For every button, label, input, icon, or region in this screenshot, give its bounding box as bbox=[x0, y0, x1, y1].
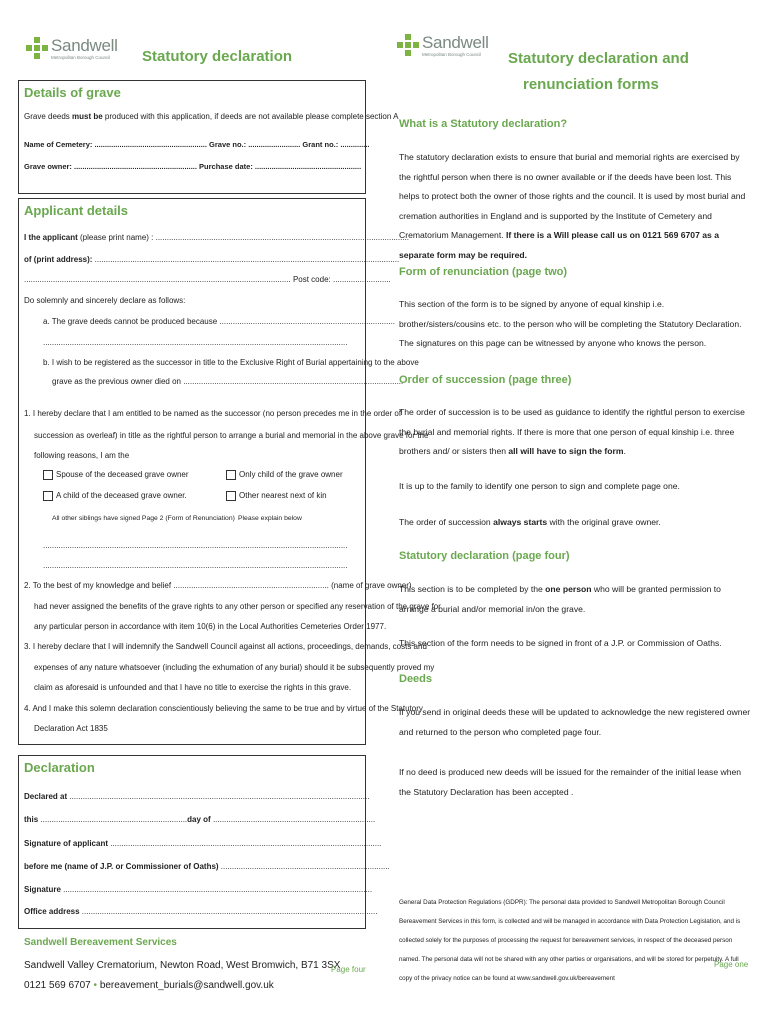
applicant-name-line[interactable]: I the applicant (please print name) : .................................................................................................................. bbox=[24, 233, 409, 242]
sandwell-logo-right bbox=[397, 34, 489, 58]
sandwell-mark-icon bbox=[26, 37, 48, 61]
always-starts-text: The order of succession always starts with the original grave owner. bbox=[399, 517, 661, 527]
clause-2-line3: any particular person in accordance with item 10(6) in the Local Authorities Cemeteries Order 1977. bbox=[34, 622, 387, 631]
checkbox-icon[interactable] bbox=[43, 491, 53, 501]
logo-sub: Metropolitan Borough Council bbox=[51, 55, 111, 60]
clause-1-line1: 1. I hereby declare that I am entitled to be named as the successor (no person precedes me in the order of bbox=[24, 409, 402, 418]
checkbox-child[interactable]: A child of the deceased grave owner. bbox=[43, 491, 187, 501]
clause-3-line2: expenses of any nature whatsoever (including the exhumation of any burial) should it be subsequently proved my bbox=[34, 663, 435, 672]
signature-line[interactable]: Signature ........................................................................................................................................... bbox=[24, 885, 373, 894]
commissioner-line[interactable]: before me (name of J.P. or Commissioner of Oaths) ............................................................................ bbox=[24, 862, 390, 871]
applicant-signature-line[interactable]: Signature of applicant .......................................................................................................................... bbox=[24, 839, 382, 848]
declare-text: Do solemnly and sincerely declare as follows: bbox=[24, 296, 186, 305]
checkbox-icon[interactable] bbox=[226, 491, 236, 501]
declared-at-line[interactable]: Declared at ....................................................................................................................................... bbox=[24, 792, 370, 801]
checkbox-icon[interactable] bbox=[226, 470, 236, 480]
reason-b-line: b. I wish to be registered as the successor in title to the Exclusive Right of Burial appertaining to the above bbox=[43, 358, 419, 367]
clause-2-line1[interactable]: 2. To the best of my knowledge and belief ...................................................................... (name of grave owner) bbox=[24, 581, 412, 590]
checkbox-other-kin[interactable]: Other nearest next of kin bbox=[226, 491, 327, 501]
details-of-grave-section bbox=[18, 80, 399, 194]
what-is-text: The statutory declaration exists to ensure that burial and memorial rights are exercised by the rightful person when there is no owner available or if the deeds have been lost. This helps to protect both the owner of those rights and the council. It is used by most burial and cremation authorities in England and is supported by the Institute of Cemetery and Crematorium Management. If there is a Will please call us on 0121 569 6707 as a separate form may be required. bbox=[399, 152, 746, 260]
logo-name: Sandwell bbox=[51, 36, 118, 55]
footer-contact bbox=[24, 980, 274, 991]
checkbox-icon[interactable] bbox=[43, 470, 53, 480]
declaration-section bbox=[18, 755, 390, 929]
siblings-note: All other siblings have signed Page 2 (Form of Renunciation) bbox=[52, 515, 235, 522]
reason-a-line[interactable]: a. The grave deeds cannot be produced because ............................................................................... bbox=[43, 317, 396, 326]
postcode-line[interactable]: ........................................................................................................................ Post code: .......................... bbox=[24, 275, 391, 284]
footer-heading: Sandwell Bereavement Services bbox=[24, 937, 177, 948]
checkbox-only-child[interactable]: Only child of the grave owner bbox=[226, 470, 343, 480]
clause-1-line3: following reasons, I am the bbox=[34, 451, 130, 460]
footer-phone[interactable]: 0121 569 6707 bbox=[24, 980, 91, 991]
logo-name: Sandwell bbox=[422, 33, 489, 52]
grave-owner-row[interactable]: Grave owner: ........................................................... Purchase date: ................................................... bbox=[24, 162, 362, 171]
explain-note: Please explain below bbox=[238, 515, 302, 522]
checkbox-spouse[interactable]: Spouse of the deceased grave owner bbox=[43, 470, 189, 480]
no-deed-text: If no deed is produced new deeds will be issued for the remainder of the initial lease when the Statutory Declaration has been accepted . bbox=[399, 767, 742, 797]
sandwell-mark-icon bbox=[397, 34, 419, 58]
date-line[interactable]: this ..................................................................day of ......................................................................... bbox=[24, 815, 376, 824]
explain-line-2[interactable]: ......................................................................................................................................... bbox=[43, 561, 348, 570]
reason-b-cont-line[interactable]: grave as the previous owner died on ................................................................................................... bbox=[52, 377, 404, 386]
identify-text: It is up to the family to identify one person to sign and complete page one. bbox=[399, 481, 680, 491]
details-heading: Details of grave bbox=[24, 85, 121, 100]
details-intro: Grave deeds must be produced with this application, if deeds are not available please complete section A bbox=[24, 112, 399, 121]
office-address-line[interactable]: Office address ..................................................................................................................................... bbox=[24, 907, 378, 916]
clause-1-line2: succession as overleaf) in title as the rightful person to arrange a burial and memorial in the above grave for the bbox=[34, 431, 429, 440]
one-person-text: This section is to be completed by the one person who will be granted permission to arrange a burial and/or memorial in/on the grave. bbox=[399, 584, 721, 614]
succession-text: The order of succession is to be used as guidance to identify the rightful person to exercise the burial and memorial rights. If there is more that one person of equal kinship i.e. three brothers and/ or sisters then all will have to sign the form. bbox=[399, 407, 745, 456]
applicant-heading: Applicant details bbox=[24, 203, 129, 218]
cemetery-row[interactable]: Name of Cemetery: ...................................................... Grave no.: ......................... Grant no.: .............. bbox=[24, 140, 370, 149]
bullet-icon: • bbox=[93, 980, 98, 991]
right-title-line1: Statutory declaration and bbox=[508, 50, 689, 67]
declaration-heading: Declaration bbox=[24, 760, 95, 775]
deeds-heading: Deeds bbox=[399, 673, 433, 685]
footer-email[interactable]: bereavement_burials@sandwell.gov.uk bbox=[99, 980, 274, 991]
applicant-details-section bbox=[18, 198, 441, 745]
explain-line-1[interactable]: ......................................................................................................................................... bbox=[43, 541, 348, 550]
footer-address: Sandwell Valley Crematorium, Newton Road, West Bromwich, B71 3SX bbox=[24, 960, 341, 971]
right-title-line2: renunciation forms bbox=[523, 76, 659, 93]
clause-3-line3: claim as aforesaid is unfounded and that I have no title to exercise the rights in this grave. bbox=[34, 683, 352, 692]
sandwell-logo-left bbox=[26, 37, 118, 61]
succession-heading: Order of succession (page three) bbox=[399, 374, 572, 386]
page-number-left: Page four bbox=[331, 965, 366, 974]
logo-sub: Metropolitan Borough Council bbox=[422, 52, 482, 57]
deeds-text: If you send in original deeds these will be updated to acknowledge the new registered owner and returned to the person who completed page four. bbox=[399, 707, 751, 737]
renunciation-text: This section of the form is to be signed by anyone of equal kinship i.e. brother/sisters/cousins etc. to the person who will be completing the Statutory Declaration. The signatures on this page can be witnessed by anyone who knows the person. bbox=[399, 299, 742, 348]
applicant-address-line[interactable]: of (print address): ......................................................................................................................................... bbox=[24, 255, 400, 264]
clause-4-line1: 4. And I make this solemn declaration conscientiously believing the same to be true and by virtue of the Statutory bbox=[24, 704, 423, 713]
clause-3-line1: 3. I hereby declare that I will indemnify the Sandwell Council against all actions, proceedings, demands, costs and bbox=[24, 642, 427, 651]
clause-2-line2: had never assigned the benefits of the grave rights to any other person or specified any reservation of the grave for bbox=[34, 602, 441, 611]
statutory-page4-heading: Statutory declaration (page four) bbox=[399, 550, 570, 562]
page-number-right: Page one bbox=[714, 960, 749, 969]
renunciation-heading: Form of renunciation (page two) bbox=[399, 266, 568, 278]
jp-text: This section of the form needs to be signed in front of a J.P. or Commission of Oaths. bbox=[399, 638, 722, 648]
what-is-heading: What is a Statutory declaration? bbox=[399, 118, 568, 130]
reason-a-cont-line[interactable]: ......................................................................................................................................... bbox=[43, 338, 348, 347]
clause-4-line2: Declaration Act 1835 bbox=[34, 724, 108, 733]
page-title: Statutory declaration bbox=[142, 48, 293, 65]
gdpr-notice: General Data Protection Regulations (GDPR): The personal data provided to Sandwell Metropolitan Borough Council Bereavement Services in this form, is collected and will be managed in accordance with Data Protection Legislation, and is collected solely for the purposes of processing the request for bereavement services, in respect of the deceased person named. The personal data will not be shared with any other parties or organisations, and will be stored for perpetuity. A full copy of the privacy notice can be found at www.sandwell.gov.uk/bereavement bbox=[399, 899, 741, 982]
